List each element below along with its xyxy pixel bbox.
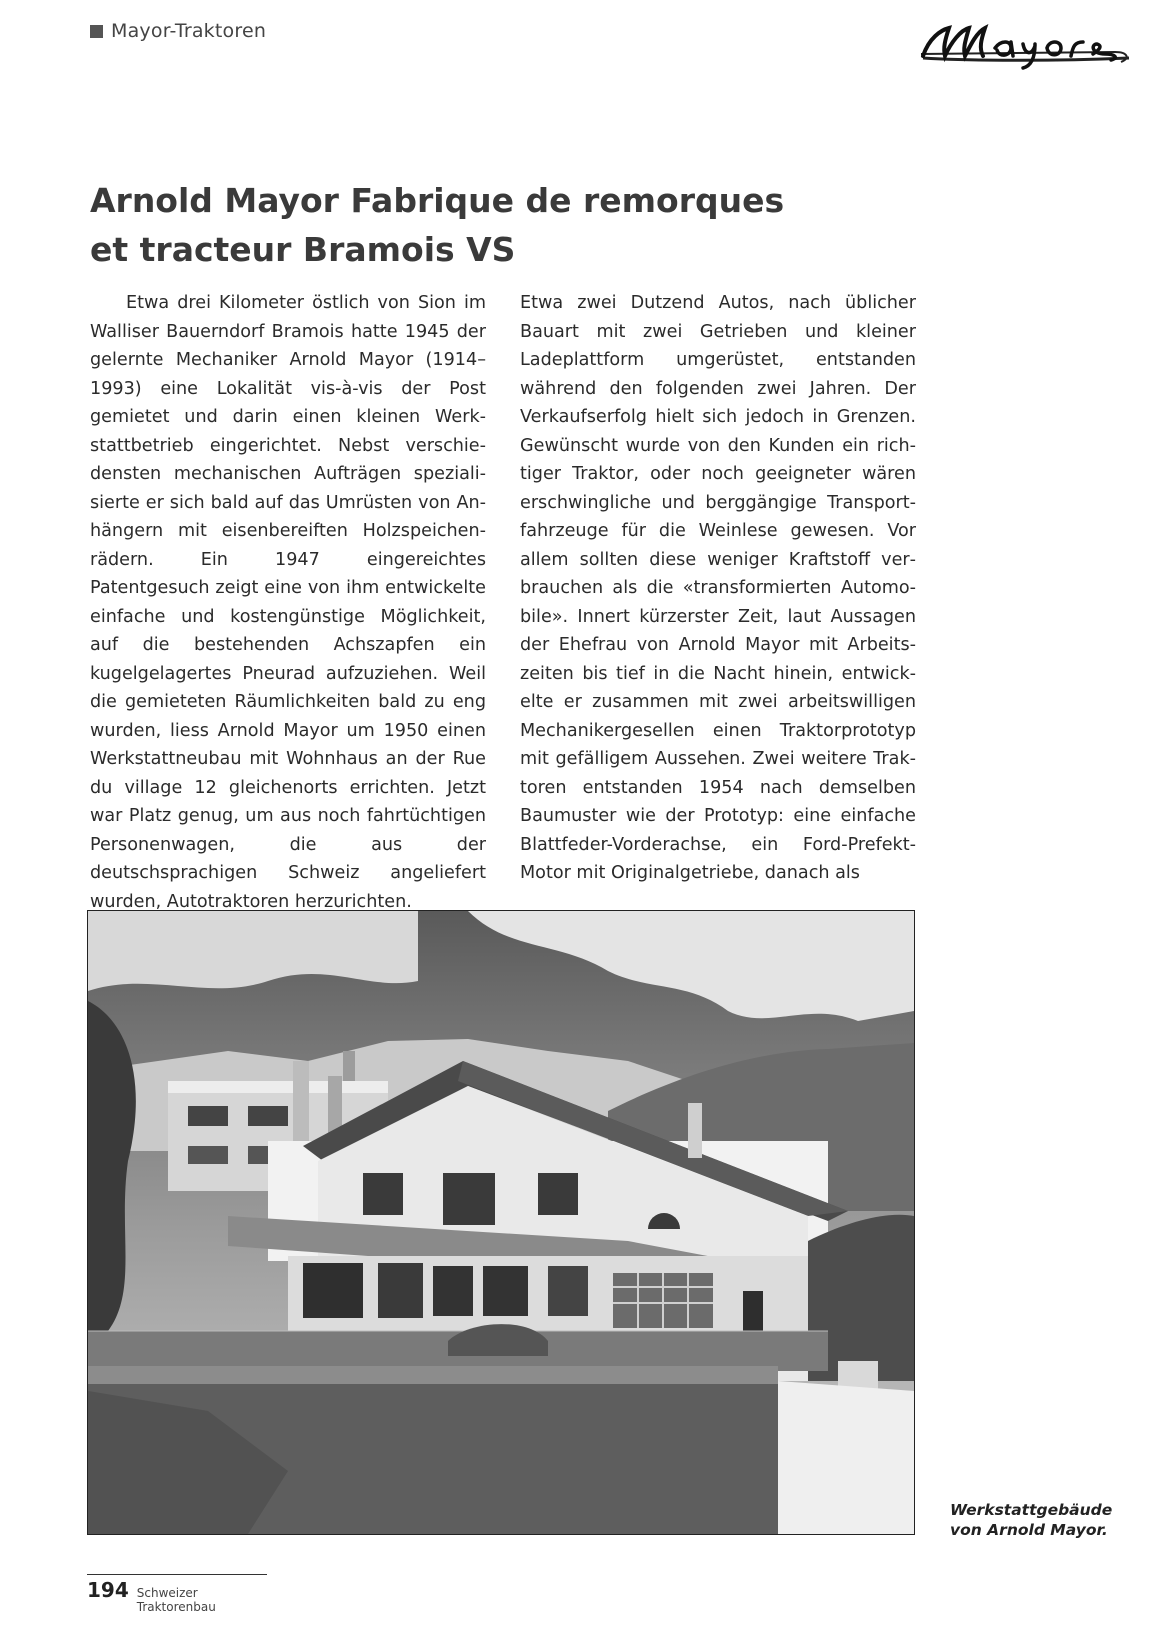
title-line-1: Arnold Mayor Fabrique de remorques <box>90 181 785 220</box>
section-label: Mayor-Traktoren <box>111 20 267 42</box>
text-column-left <box>90 289 486 916</box>
caption-line-2: von Arnold Mayor. <box>950 1521 1108 1539</box>
header-square-icon <box>90 25 103 38</box>
workshop-photo <box>87 910 915 1535</box>
caption-line-1: Werkstattgebäude <box>950 1501 1113 1519</box>
page-number: 194 <box>87 1578 129 1602</box>
text-column-right <box>520 289 916 888</box>
photo-caption <box>950 1500 1140 1540</box>
body-paragraph: Etwa zwei Dutzend Autos, nach üblicher Bauart mit zwei Getrieben und kleiner Ladeplattform umgerüstet, entstanden während den folgenden zwei Jahren. Der Verkaufserfolg hielt sich jedoch in Grenzen. Gewünscht wurde von den Kunden ein richtiger Traktor, oder noch geeigneter wären erschwingliche und berggängige Transportfahrzeuge für die Weinlese gewesen. Vor allem sollten diese weniger Kraftstoff verbrauchen als die «transformierten Automobile». Innert kürzerster Zeit, laut Aussagen der Ehefrau von Arnold Mayor mit Arbeitszeiten bis tief in die Nacht hinein, entwickelte er zusammen mit zwei arbeitswilligen Mechanikergesellen einen Traktorprototyp mit gefälligem Aussehen. Zwei weitere Traktoren entstanden 1954 nach demselben Baumuster wie der Prototyp: eine einfache Blattfeder-Vorderachse, ein Ford-Prefekt-Motor mit Originalgetriebe, danach als <box>520 293 916 883</box>
section-header <box>90 20 266 42</box>
article-title <box>90 176 990 274</box>
title-line-2: et tracteur Bramois VS <box>90 230 516 269</box>
mayor-logo <box>915 18 1135 76</box>
body-paragraph: Etwa drei Kilometer östlich von Sion im Walliser Bauerndorf Bramois hatte 1945 der gelernte Mechaniker Arnold Mayor (1914–1993) eine Lokalität vis-à-vis der Post gemietet und darin einen kleinen Werkstattbetrieb eingerichtet. Nebst verschiedensten mechanischen Aufträgen spezialisierte er sich bald auf das Umrüsten von Anhängern mit eisenbereiften Holzspeichenrädern. Ein 1947 eingereichtes Patentgesuch zeigt eine von ihm entwickelte einfache und kostengünstige Möglichkeit, auf die bestehenden Achszapfen ein kugelgelagertes Pneurad aufzuziehen. Weil die gemieteten Räumlichkeiten bald zu eng wurden, liess Arnold Mayor um 1950 einen Werkstattneubau mit Wohnhaus an der Rue du village 12 gleichenorts errichten. Jetzt war Platz genug, um aus noch fahrtüchtigen Personenwagen, die aus der deutschsprachigen Schweiz angeliefert wurden, Autotraktoren herzurichten. <box>90 293 486 912</box>
page-footer <box>87 1574 267 1614</box>
publication-name: Schweizer Traktorenbau <box>136 1586 216 1614</box>
